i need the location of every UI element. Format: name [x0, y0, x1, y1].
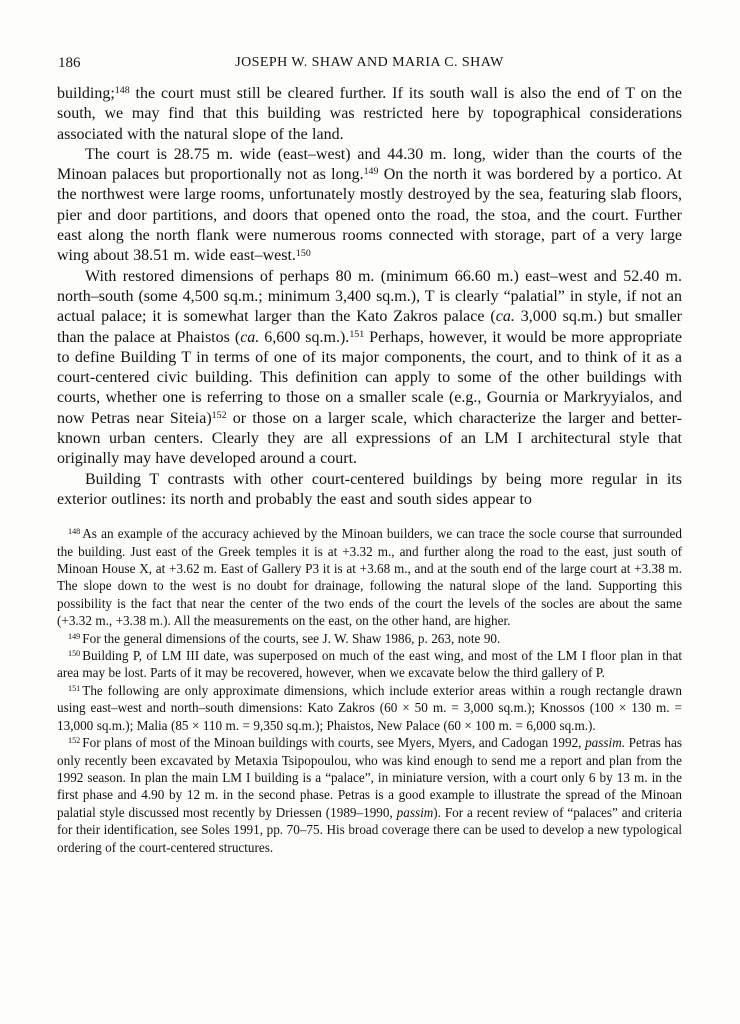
footnote: [57, 647, 682, 682]
page-number: 186: [58, 55, 81, 71]
text-run: As an example of the accuracy achieved by the Minoan builders, we can trace the socle course that surrounded the building. Just east of the Greek temples it is at +3.32 m., and further along the road to the east, just south of Minoan House X, at +3.62 m. East of Gallery P3 it is at +3.68 m., and at the south end of the large court at +3.38 m. The slope down to the west is no doubt for drainage, following the natural slope of the land. Supporting this possibility is the fact that near the center of the two ends of the court the levels of the socles are about the same (+3.32 m., +3.38 m.). All the measurements on the east, on the other hand, are higher.: [57, 526, 682, 629]
body-paragraph: [57, 84, 682, 145]
running-title: JOSEPH W. SHAW AND MARIA C. SHAW: [235, 55, 504, 70]
body-text: [57, 84, 682, 510]
body-paragraph: [57, 267, 682, 470]
footnote-marker: 151: [68, 683, 81, 693]
footnote: [57, 734, 682, 856]
footnote-reference: 149: [363, 166, 379, 178]
text-run: On the north it was bordered by a portico. At the northwest were large rooms, unfortunately mostly destroyed by the sea, featuring slab floors, pier and door partitions, and doors that opened onto the road, the stoa, and the court. Further east along the north flank were numerous rooms connected with storage, part of a very large wing about 38.51 m. wide east–west.: [57, 166, 683, 265]
body-paragraph: [57, 470, 682, 511]
footnote: [57, 682, 682, 734]
text-run: the court must still be cleared further. If its south wall is also the end of T on the south, we may find that this building was restricted here by topographical considerations associated with the natural slope of the land.: [57, 85, 682, 143]
text-run: The following are only approximate dimensions, which include exterior areas within a rough rectangle drawn using east–west and north–south dimensions: Kato Zakros (60 × 50 m. = 3,000 sq.m.); Knossos (100 × 130 m. = 13,000 sq.m.); Malia (85 × 110 m. = 9,350 sq.m.); Phaistos, New Palace (60 × 100 m. = 6,000 sq.m.).: [57, 682, 682, 733]
text-run: building;: [57, 85, 115, 102]
text-run: Petras has only recently been excavated by Metaxia Tsipopoulou, who was kind enough to send me a report and plan from the 1992 season. In plan the main LM I building is a “palace”, in miniature version, with a court only 6 by 13 m. in the first phase and 4.90 by 12 m. in the second phase. Petras is a good example to illustrate the spread of the Minoan palatial style discussed most recently by Driessen (1989–1990,: [57, 735, 683, 820]
text-run: or those on a larger scale, which characterize the larger and better-known urban centers. Clearly they are all expressions of an LM I architectural style that originally may have developed around a court.: [57, 409, 682, 468]
page-header: [57, 54, 682, 72]
text-run: Building T contrasts with other court-centered buildings by being more regular in its exterior outlines: its north and probably the east and south sides appear to: [57, 470, 682, 508]
italic-text: ca.: [240, 328, 260, 346]
footnote: [57, 525, 682, 629]
text-run: Building P, of LM III date, was superposed on much of the east wing, and most of the LM I floor plan in that area may be lost. Parts of it may be recovered, however, when we excavate below the third gallery of P.: [57, 648, 682, 681]
text-run: ). For a recent review of “palaces” and criteria for their identification, see Soles 1991, pp. 70–75. His broad coverage there can be used to develop a new typological ordering of the court-centered structures.: [57, 804, 682, 855]
footnote-marker: 149: [68, 631, 81, 641]
text-run: The court is 28.75 m. wide (east–west) and 44.30 m. long, wider than the courts of the Minoan palaces but proportionally not as long.: [57, 145, 682, 184]
italic-text: passim.: [585, 735, 626, 751]
footnote-reference: 151: [349, 328, 365, 340]
text-run: 6,600 sq.m.).: [259, 328, 350, 346]
footnote: [57, 630, 682, 647]
text-run: For the general dimensions of the courts, see J. W. Shaw 1986, p. 263, note 90.: [82, 630, 501, 646]
text-run: With restored dimensions of perhaps 80 m. (minimum 66.60 m.) east–west and 52.40 m. north–south (some 4,500 sq.m.; minimum 3,400 sq.m.), T is clearly “palatial” in style, if not an actual palace; it is somewhat larger than the Kato Zakros palace (: [57, 267, 682, 326]
footnote-marker: 152: [68, 736, 81, 746]
footnote-reference: 148: [114, 85, 130, 97]
footnote-reference: 150: [295, 247, 311, 259]
body-paragraph: [57, 145, 682, 267]
text-run: 3,000 sq.m.) but smaller than the palace at Phaistos (: [57, 308, 682, 346]
footnote-reference: 152: [211, 410, 227, 421]
text-run: For plans of most of the Minoan buildings with courts, see Myers, Myers, and Cadogan 1992,: [82, 735, 586, 751]
italic-text: passim: [396, 804, 434, 820]
text-run: Perhaps, however, it would be more appropriate to define Building T in terms of one of its major components, the court, and to think of it as a court-centered civic building. This definition can apply to some of the other buildings with courts, whether one is referring to those on a smaller scale (e.g., Gournia or Markryyialos, and now Petras near Siteia): [57, 328, 683, 427]
footnotes-section: [57, 525, 682, 856]
italic-text: ca.: [495, 308, 515, 326]
footnote-marker: 150: [68, 649, 81, 659]
footnote-marker: 148: [68, 527, 81, 537]
